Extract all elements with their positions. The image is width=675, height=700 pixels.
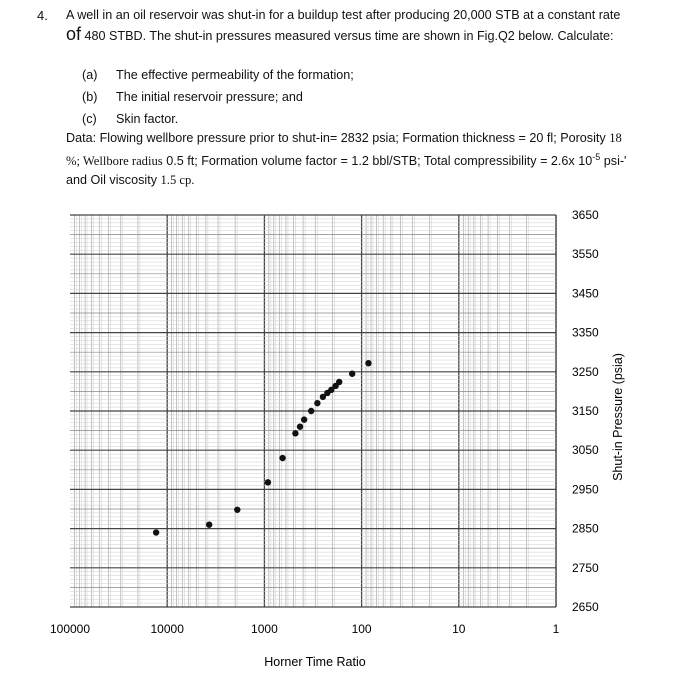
y-tick-label: 3350 xyxy=(572,325,599,340)
data-exponent: -5 xyxy=(592,152,601,162)
y-tick-label: 2850 xyxy=(572,521,599,536)
intro-of-word: of xyxy=(66,24,82,44)
y-tick-label: 2650 xyxy=(572,600,599,614)
intro-text-a: A well in an oil reservoir was shut-in for a buildup test after producing 20,000 STB at a constant rate xyxy=(66,8,621,22)
x-axis-label: Horner Time Ratio xyxy=(264,655,366,669)
chart-points xyxy=(153,360,372,536)
part-label: (c) xyxy=(82,112,97,126)
data-point xyxy=(265,479,271,485)
list-item xyxy=(82,108,354,130)
x-tick-label: 1000 xyxy=(251,622,278,636)
data-text-b: 18 %; Wellbore radius xyxy=(66,131,622,169)
y-tick-label: 3150 xyxy=(572,404,599,418)
y-tick-label: 3550 xyxy=(572,247,599,262)
horner-plot xyxy=(0,195,675,700)
y-tick-label: 3650 xyxy=(572,208,599,222)
data-text-d: psi-' and Oil viscosity xyxy=(66,154,627,188)
x-tick-label: 10000 xyxy=(150,622,184,636)
x-tick-label: 100 xyxy=(351,622,372,636)
question-intro xyxy=(66,6,636,46)
data-point xyxy=(349,371,355,377)
y-tick-label: 2750 xyxy=(572,560,599,575)
data-point xyxy=(314,400,320,406)
intro-text-b: 480 STBD. The shut-in pressures measured versus time are shown in Fig.Q2 below. Calculate: xyxy=(84,29,614,43)
data-point xyxy=(153,529,159,535)
y-axis-label: Shut-in Pressure (psia) xyxy=(611,353,625,481)
part-text: Skin factor. xyxy=(116,112,179,126)
data-point xyxy=(365,360,371,366)
x-axis-ticks xyxy=(50,622,560,636)
data-point xyxy=(234,507,240,513)
list-item xyxy=(82,64,354,86)
data-point xyxy=(301,416,307,422)
given-data xyxy=(66,129,636,190)
x-tick-label: 100000 xyxy=(49,622,91,636)
part-text: The initial reservoir pressure; and xyxy=(116,90,303,104)
data-text-a: Data: Flowing wellbore pressure prior to shut-in= 2832 psia; Formation thickness = 20 fl; Porosity xyxy=(66,131,606,145)
y-tick-label: 3050 xyxy=(572,443,599,458)
y-tick-label: 3250 xyxy=(572,364,599,379)
question-number: 4. xyxy=(37,8,48,23)
y-axis-ticks xyxy=(572,208,599,614)
part-label: (b) xyxy=(82,90,98,104)
data-point xyxy=(206,521,212,527)
data-point xyxy=(292,430,298,436)
part-text: The effective permeability of the formation; xyxy=(116,68,354,82)
data-point xyxy=(308,408,314,414)
question-parts xyxy=(82,64,354,130)
x-tick-label: 10 xyxy=(452,622,466,636)
data-text-c: 0.5 ft; Formation volume factor = 1.2 bbl/STB; Total compressibility = 2.6x 10 xyxy=(166,154,593,169)
x-tick-label: 1 xyxy=(552,622,560,636)
data-text-e: 1.5 cp. xyxy=(160,173,195,188)
y-tick-label: 3450 xyxy=(572,286,599,301)
data-point xyxy=(297,423,303,429)
data-point xyxy=(279,455,285,461)
part-label: (a) xyxy=(82,68,98,82)
data-point xyxy=(336,379,342,385)
list-item xyxy=(82,86,354,108)
y-tick-label: 2950 xyxy=(572,482,599,497)
